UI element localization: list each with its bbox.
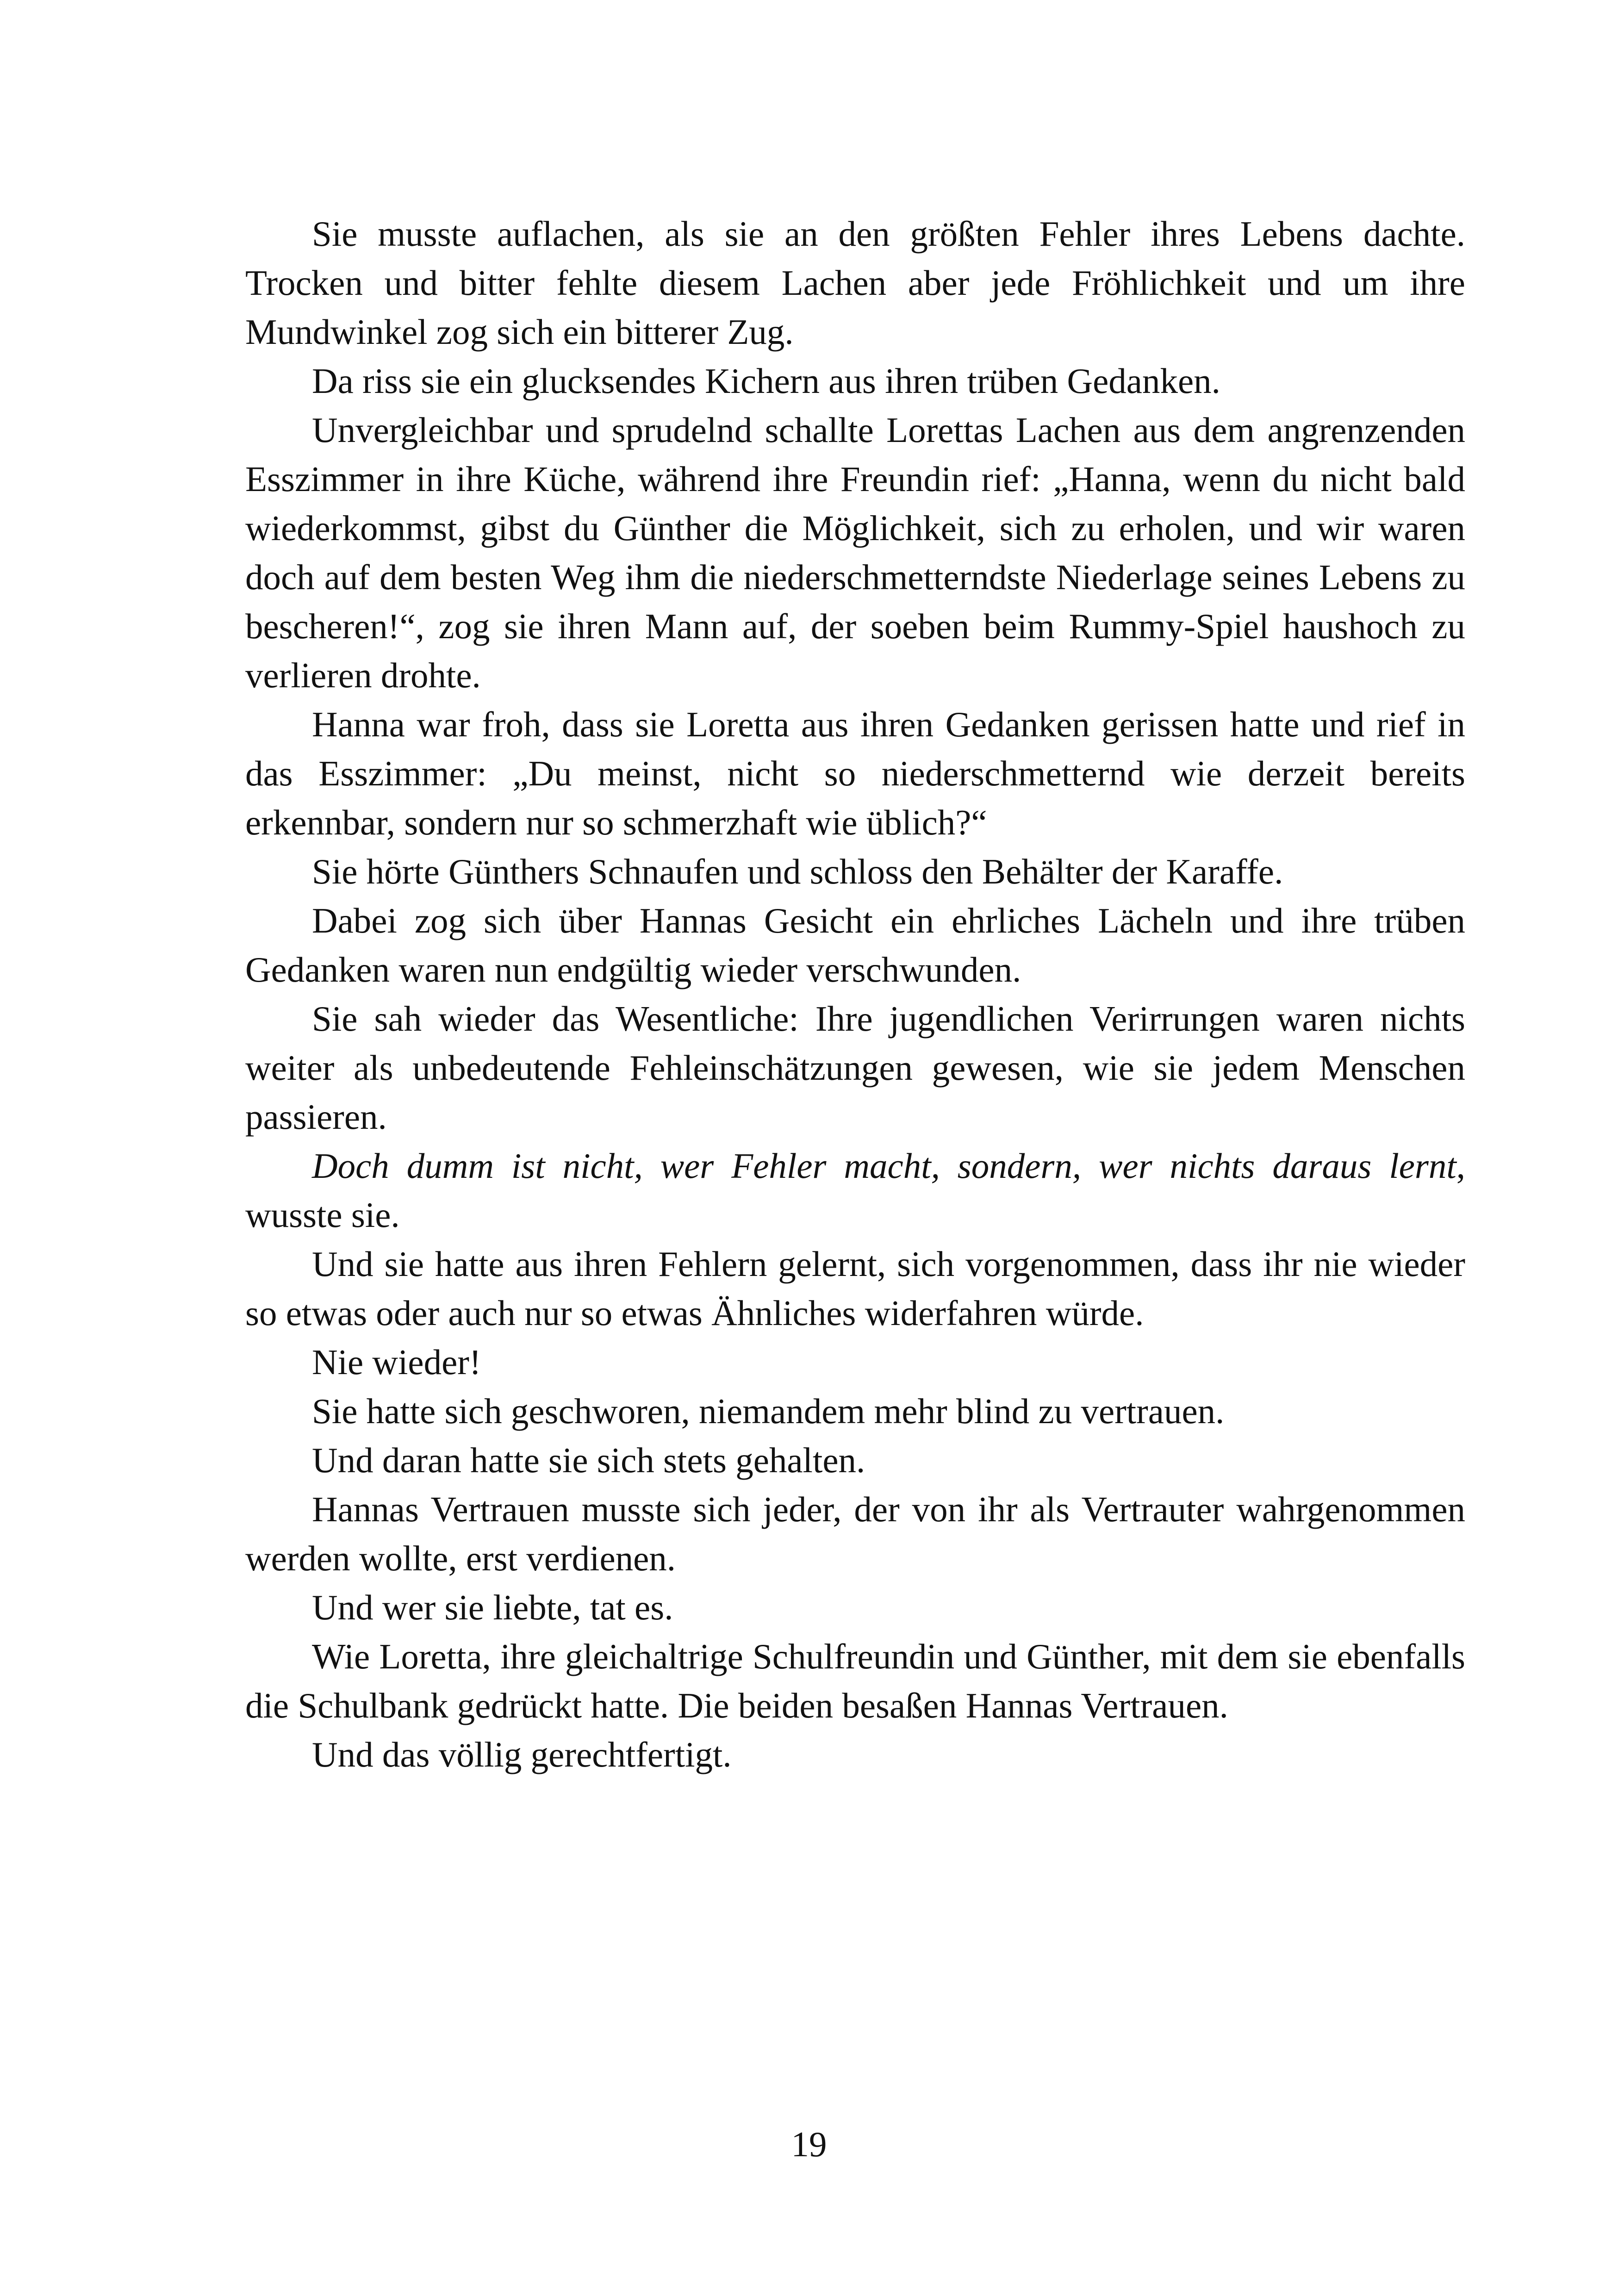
paragraph: Dabei zog sich über Hannas Gesicht ein ehrliches Lächeln und ihre trüben Gedanken waren nun endgültig wieder verschwunden. <box>245 901 1465 989</box>
paragraph: Und sie hatte aus ihren Fehlern gelernt, sich vorgenommen, dass ihr nie wieder so etwas oder auch nur so etwas Ähnliches widerfahren würde. <box>245 1244 1465 1333</box>
paragraph: Und daran hatte sie sich stets gehalten. <box>312 1440 865 1480</box>
paragraph: Hannas Vertrauen musste sich jeder, der von ihr als Vertrauter wahrgenommen werden wollte, erst verdienen. <box>245 1489 1465 1578</box>
paragraph: Sie hörte Günthers Schnaufen und schloss den Behälter der Karaffe. <box>312 852 1283 891</box>
paragraph: Sie sah wieder das Wesentliche: Ihre jugendlichen Verirrungen waren nichts weiter als unbedeutende Fehleinschätzungen gewesen, wie sie jedem Menschen passieren. <box>245 999 1465 1137</box>
paragraph: Wie Loretta, ihre gleichaltrige Schulfreundin und Günther, mit dem sie ebenfalls die Schulbank gedrückt hatte. Die beiden besaßen Hannas Vertrauen. <box>245 1636 1465 1725</box>
quote-attribution: , wusste sie. <box>245 1146 1465 1235</box>
paragraph: Nie wieder! <box>312 1342 481 1382</box>
paragraph: Sie hatte sich geschworen, niemandem mehr blind zu vertrauen. <box>312 1391 1225 1431</box>
paragraph: Da riss sie ein glucksendes Kichern aus ihren trüben Gedanken. <box>312 361 1220 401</box>
body-text <box>245 209 1465 1779</box>
italic-quote: Doch dumm ist nicht, wer Fehler macht, sondern, wer nichts daraus lernt <box>312 1146 1456 1186</box>
paragraph: Unvergleichbar und sprudelnd schallte Lorettas Lachen aus dem angrenzenden Esszimmer in ihre Küche, während ihre Freundin rief: „Hanna, wenn du nicht bald wiederkommst, gibst du Günther die Möglichkeit, sich zu erholen, und wir waren doch auf dem besten Weg ihm die niederschmetterndste Niederlage seines Lebens zu bescheren!“, zog sie ihren Mann auf, der soeben beim Rummy-Spiel haushoch zu verlieren drohte. <box>245 410 1465 695</box>
paragraph-italic-quote <box>245 1141 1465 1239</box>
paragraph: Und das völlig gerechtfertigt. <box>312 1735 732 1774</box>
page-number: 19 <box>791 2124 827 2164</box>
paragraph: Hanna war froh, dass sie Loretta aus ihren Gedanken gerissen hatte und rief in das Esszimmer: „Du meinst, nicht so niederschmetternd wie derzeit bereits erkennbar, sondern nur so schmerzhaft wie üblich?“ <box>245 704 1465 842</box>
paragraph: Sie musste auflachen, als sie an den größten Fehler ihres Lebens dachte. Trocken und bitter fehlte diesem Lachen aber jede Fröhlichkeit und um ihre Mundwinkel zog sich ein bitterer Zug. <box>245 214 1465 352</box>
paragraph: Und wer sie liebte, tat es. <box>312 1587 673 1627</box>
